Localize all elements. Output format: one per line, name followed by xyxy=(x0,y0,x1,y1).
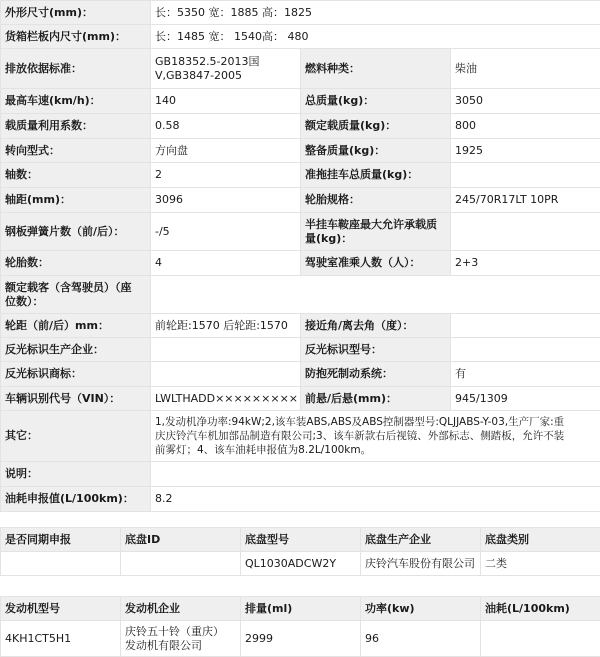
chassis-header-cell: 底盘类别 xyxy=(481,528,600,552)
vin-value: LWLTHADD××××××××× xyxy=(151,387,301,411)
spec-row xyxy=(1,163,600,188)
engine-header-cell: 油耗(L/100km) xyxy=(481,597,600,621)
engine-header-cell: 功率(kw) xyxy=(361,597,481,621)
engine-header-cell: 排量(ml) xyxy=(241,597,361,621)
chassis-header-row xyxy=(1,528,600,552)
reflect-model-label: 反光标识型号： xyxy=(301,338,451,362)
engine-table xyxy=(0,596,600,657)
spec-row xyxy=(1,25,600,49)
reflect-brand-value xyxy=(151,362,301,387)
other-line2: 庆庆铃汽车机加部品制造有限公司;3、该车新款右后视镜、外部标志、侧踏板，允许不装 xyxy=(155,430,565,442)
saddle-load-value xyxy=(451,213,600,251)
chassis-cell xyxy=(1,552,121,576)
rated-load-label: 额定载质量(kg)： xyxy=(301,114,451,139)
abs-label: 防抱死制动系统： xyxy=(301,362,451,387)
steering-label: 转向型式： xyxy=(1,139,151,163)
engine-maker-cell xyxy=(121,621,241,657)
chassis-header-cell: 是否同期申报 xyxy=(1,528,121,552)
track-value: 前轮距:1570 后轮距:1570 xyxy=(151,314,301,338)
track-label: 轮距（前/后）mm： xyxy=(1,314,151,338)
total-mass-value: 3050 xyxy=(451,89,600,114)
passengers-label xyxy=(1,276,151,314)
rated-load-value: 800 xyxy=(451,114,600,139)
spec-row xyxy=(1,114,600,139)
spec-row xyxy=(1,387,600,411)
engine-model-cell: 4KH1CT5H1 xyxy=(1,621,121,657)
approach-label: 接近角/离去角（度）： xyxy=(301,314,451,338)
dimensions-label: 外形尺寸(mm)： xyxy=(1,1,151,25)
dimensions-value: 长：5350 宽：1885 高：1825 xyxy=(151,1,600,25)
chassis-cell: 二类 xyxy=(481,552,600,576)
saddle-load-label xyxy=(301,213,451,251)
cab-seats-label: 驾驶室准乘人数（人）： xyxy=(301,251,451,276)
emission-label: 排放依据标准： xyxy=(1,49,151,89)
emission-value-line1: GB18352.5-2013国 xyxy=(155,54,260,68)
spec-row xyxy=(1,314,600,338)
spec-row xyxy=(1,276,600,314)
other-label: 其它： xyxy=(1,411,151,462)
wheelbase-value: 3096 xyxy=(151,188,301,213)
fuel-label: 燃料种类： xyxy=(301,49,451,89)
overhang-value: 945/1309 xyxy=(451,387,600,411)
max-speed-value: 140 xyxy=(151,89,301,114)
tires-value: 4 xyxy=(151,251,301,276)
fuel-value: 柴油 xyxy=(451,49,600,89)
spec-row xyxy=(1,251,600,276)
chassis-header-cell: 底盘ID xyxy=(121,528,241,552)
spec-row xyxy=(1,139,600,163)
saddle-load-label-line1: 半挂车鞍座最大允许承载质 xyxy=(305,217,437,231)
fuel-consumption-value: 8.2 xyxy=(151,487,600,512)
fuel-consumption-label: 油耗申报值(L/100km)： xyxy=(1,487,151,512)
chassis-data-row xyxy=(1,552,600,576)
other-line3: 前雾灯；4、该车油耗申报值为8.2L/100km。 xyxy=(155,444,372,456)
trailer-mass-value xyxy=(451,163,600,188)
emission-value xyxy=(151,49,301,89)
engine-data-row xyxy=(1,621,600,657)
springs-value: -/5 xyxy=(151,213,301,251)
other-line1: 1,发动机净功率:94kW;2,该车装ABS,ABS及ABS控制器型号:QLJJABS-Y-03,生产厂家:重 xyxy=(155,416,565,428)
spec-row xyxy=(1,188,600,213)
engine-maker-line1: 庆铃五十铃（重庆） xyxy=(125,624,224,638)
chassis-cell xyxy=(121,552,241,576)
saddle-load-label-line2: 量(kg)： xyxy=(305,231,353,245)
engine-displacement-cell: 2999 xyxy=(241,621,361,657)
tires-label: 轮胎数： xyxy=(1,251,151,276)
reflect-maker-label: 反光标识生产企业： xyxy=(1,338,151,362)
reflect-maker-value xyxy=(151,338,301,362)
cargo-box-label: 货箱栏板内尺寸(mm)： xyxy=(1,25,151,49)
spec-row xyxy=(1,487,600,512)
max-speed-label: 最高车速(km/h)： xyxy=(1,89,151,114)
engine-header-cell: 发动机型号 xyxy=(1,597,121,621)
emission-value-line2: V,GB3847-2005 xyxy=(155,68,243,82)
chassis-cell: QL1030ADCW2Y xyxy=(241,552,361,576)
springs-label: 钢板弹簧片数（前/后）： xyxy=(1,213,151,251)
spec-row xyxy=(1,49,600,89)
approach-value xyxy=(451,314,600,338)
passengers-value xyxy=(151,276,600,314)
trailer-mass-label: 准拖挂车总质量(kg)： xyxy=(301,163,451,188)
spec-row xyxy=(1,338,600,362)
spec-row xyxy=(1,213,600,251)
spec-row xyxy=(1,362,600,387)
total-mass-label: 总质量(kg)： xyxy=(301,89,451,114)
other-value xyxy=(151,411,600,462)
engine-fuel-cell xyxy=(481,621,600,657)
chassis-table xyxy=(0,527,600,576)
chassis-header-cell: 底盘生产企业 xyxy=(361,528,481,552)
curb-mass-label: 整备质量(kg)： xyxy=(301,139,451,163)
steering-value: 方向盘 xyxy=(151,139,301,163)
note-label: 说明： xyxy=(1,462,151,487)
load-util-label: 载质量利用系数： xyxy=(1,114,151,139)
wheelbase-label: 轴距(mm)： xyxy=(1,188,151,213)
reflect-model-value xyxy=(451,338,600,362)
spec-row xyxy=(1,411,600,462)
engine-header-cell: 发动机企业 xyxy=(121,597,241,621)
spec-row xyxy=(1,89,600,114)
note-value xyxy=(151,462,600,487)
axles-label: 轴数： xyxy=(1,163,151,188)
cab-seats-value: 2+3 xyxy=(451,251,600,276)
vin-label: 车辆识别代号（VIN）： xyxy=(1,387,151,411)
reflect-brand-label: 反光标识商标： xyxy=(1,362,151,387)
overhang-label: 前悬/后悬(mm)： xyxy=(301,387,451,411)
tire-spec-value: 245/70R17LT 10PR xyxy=(451,188,600,213)
engine-maker-line2: 发动机有限公司 xyxy=(125,638,202,652)
passengers-label-line2: 位数）： xyxy=(5,294,44,308)
axles-value: 2 xyxy=(151,163,301,188)
chassis-cell: 庆铃汽车股份有限公司 xyxy=(361,552,481,576)
spec-row xyxy=(1,1,600,25)
tire-spec-label: 轮胎规格： xyxy=(301,188,451,213)
engine-header-row xyxy=(1,597,600,621)
cargo-box-value: 长：1485 宽： 1540高： 480 xyxy=(151,25,600,49)
curb-mass-value: 1925 xyxy=(451,139,600,163)
passengers-label-line1: 额定载客（含驾驶员）（座 xyxy=(5,280,132,294)
spec-row xyxy=(1,462,600,487)
engine-power-cell: 96 xyxy=(361,621,481,657)
abs-value: 有 xyxy=(451,362,600,387)
load-util-value: 0.58 xyxy=(151,114,301,139)
chassis-header-cell: 底盘型号 xyxy=(241,528,361,552)
